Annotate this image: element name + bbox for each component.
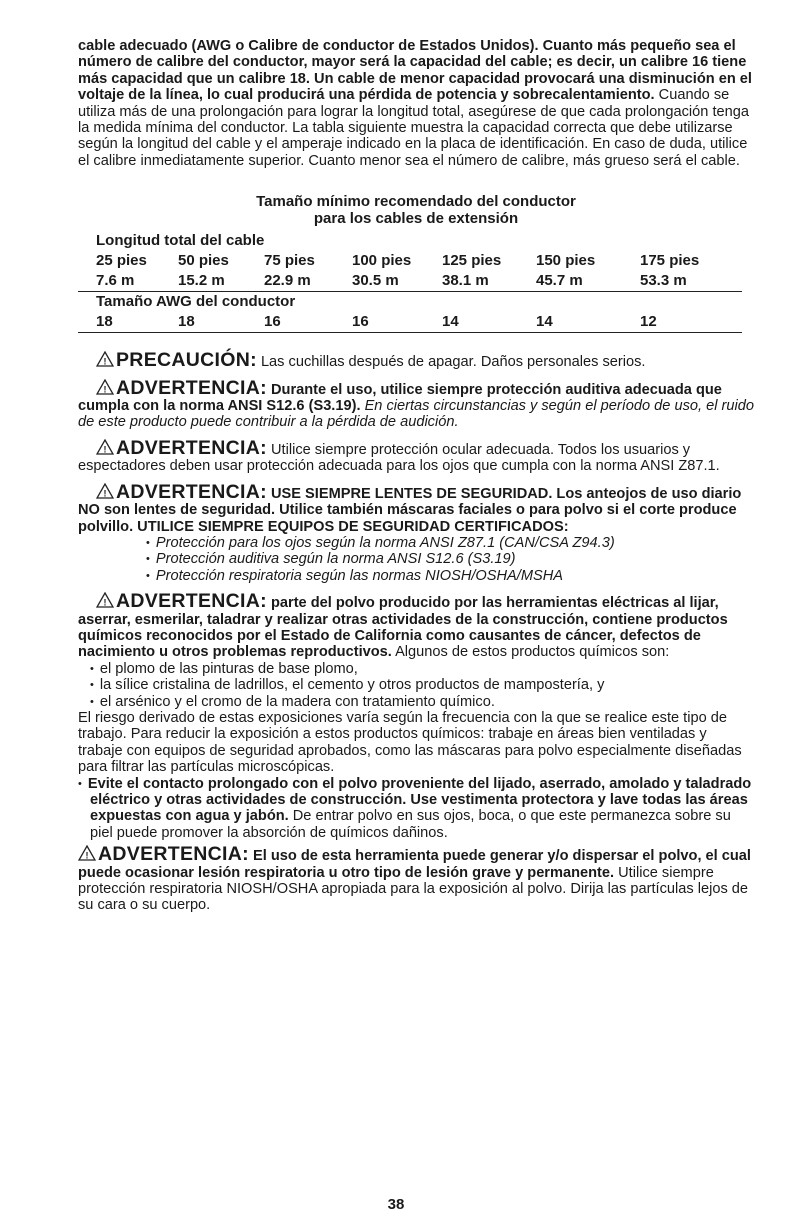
cell: 18 [96,313,113,331]
warning-triangle-icon [96,379,114,395]
dust-heading: ADVERTENCIA: [116,590,267,613]
cell: 75 pies [264,252,315,270]
dust-text: Algunos de estos productos químicos son: [391,644,670,661]
avoid-contact-item [78,776,754,842]
intro-text: Cuando se utiliza más de una prolongación para lograr la longitud total, asegúrese de que cada prolongación tenga la medida mínima del conductor. La tabla siguiente muestra la capacidad correcta que debe utilizarse según la longitud del cable y el amperaje indicado en la placa de identificación. En caso de duda, utilice el calibre inmediatamente superior. Cuanto menor sea el número de calibre, más grueso será el cable. [78,87,749,169]
eye-text: Utilice siempre protección ocular adecuada. Todos los usuarios y espectadores deben usar protección adecuada para los ojos que cumpla con la norma ANSI Z87.1. [78,441,720,475]
glasses-bold: USE SIEMPRE LENTES DE SEGURIDAD. Los anteojos de uso diario NO son lentes de seguridad. Utilice también máscaras faciales o para polvo si el corte produce polvillo. UTILICE SIEMPRE EQUIPOS DE SEGURIDAD CERTIFICADOS: [78,485,742,535]
cell: 25 pies [96,252,147,270]
cell: 7.6 m [96,272,135,290]
table-title-line2: para los cables de extensión [313,210,519,228]
conductor-size-table [96,193,736,333]
avoid-text: De entrar polvo en sus ojos, boca, o que este permanezca sobre su piel puede promover la absorción de químicos dañinos. [90,808,731,841]
list-item: • Protección respiratoria según las normas NIOSH/OSHA/MSHA [146,568,754,584]
svg-text:!: ! [103,384,107,395]
cell: 12 [640,313,657,331]
cell: 30.5 m [352,272,399,290]
cell: 16 [352,313,369,331]
intro-bold: cable adecuado (AWG o Calibre de conductor de Estados Unidos). Cuanto más pequeño sea el número de calibre del conductor, mayor será la capacidad del cable; es decir, un calibre 16 tiene más capacidad que un calibre 18. Un cable de menor capacidad provocará una disminución en el voltaje de la línea, lo cual producirá una pérdida de potencia y sobrecalentamiento. [78,38,752,104]
certified-equipment-list [78,535,754,584]
respiratory-bold: El uso de esta herramienta puede generar y/o dispersar el polvo, el cual puede ocasionar lesión respiratoria u otro tipo de lesión grave y permanente. [78,848,751,881]
awg-row [96,312,736,332]
table-bottom-rule [78,332,742,333]
list-item: • la sílice cristalina de ladrillos, el cemento y otros productos de mampostería, y [90,677,754,693]
meters-row [96,271,736,291]
cell: 14 [536,313,553,331]
table-title [96,193,736,227]
dust-bold: parte del polvo producido por las herramientas eléctricas al lijar, aserrar, esmerilar, taladrar y realizar otras actividades de la construcción, contiene productos químicos reconocidos por el Estado de California como causantes de cáncer, defectos de nacimiento u otros problemas reproductivos. [78,595,728,661]
cell: 22.9 m [264,272,311,290]
length-header: Longitud total del cable [96,232,265,250]
cell: 14 [442,313,459,331]
svg-text:!: ! [103,488,107,499]
cell: 125 pies [442,252,502,270]
svg-text:!: ! [103,444,107,455]
list-item: • Protección auditiva según la norma ANSI S12.6 (S3.19) [146,551,754,567]
respiratory-warning [78,845,754,914]
cell: 38.1 m [442,272,489,290]
list-item: • el arsénico y el cromo de la madera con tratamiento químico. [90,694,754,710]
eye-heading: ADVERTENCIA: [116,436,267,459]
cell: 18 [178,313,195,331]
list-item: • el plomo de las pinturas de base plomo, [90,661,754,677]
avoid-bold: Evite el contacto prolongado con el polvo proveniente del lijado, aserrado, amolado y taladrado eléctrico y otras actividades de construcción. Use vestimenta protectora y lave todas las áreas expuestas con agua y jabón. [87,775,752,825]
hearing-heading: ADVERTENCIA: [116,376,267,399]
respiratory-heading: ADVERTENCIA: [98,843,249,866]
cell: 50 pies [178,252,229,270]
svg-text:!: ! [103,356,107,367]
page-number: 38 [387,1196,405,1213]
hearing-italic: En ciertas circunstancias y según el período de uso, el ruido de este producto puede contribuir a la pérdida de audición. [78,398,754,431]
warning-triangle-icon [78,845,96,861]
respiratory-text: Utilice siempre protección respiratoria NIOSH/OSHA apropiada para la exposición al polvo. Dirija las partículas lejos de su cara o su cuerpo. [78,864,749,914]
cell: 100 pies [352,252,412,270]
page-content [78,38,754,914]
svg-text:!: ! [85,850,89,861]
cell: 53.3 m [640,272,687,290]
cell: 45.7 m [536,272,583,290]
list-item: • Protección para los ojos según la norma ANSI Z87.1 (CAN/CSA Z94.3) [146,535,754,551]
warning-triangle-icon [96,351,114,367]
dust-risk-text: El riesgo derivado de estas exposiciones varía según la frecuencia con la que se realice este tipo de trabajo. Para reducir la exposición a estos productos químicos: trabaje en áreas bien ventiladas y trabaje con equipos de seguridad aprobados, como las máscaras para polvo especialmente diseñadas para filtrar las partículas microscópicas. [78,709,742,776]
awg-header: Tamaño AWG del conductor [96,293,296,311]
svg-text:!: ! [103,597,107,608]
glasses-warning [78,480,754,584]
glasses-heading: ADVERTENCIA: [116,480,267,503]
table-title-line1: Tamaño mínimo recomendado del conductor [256,193,576,211]
cell: 16 [264,313,281,331]
feet-row [96,251,736,271]
extension-cord-intro [78,38,754,169]
dust-warning [78,592,754,841]
warning-triangle-icon [96,592,114,608]
hearing-warning [78,376,754,431]
caution-heading: PRECAUCIÓN: [116,349,257,372]
caution-text: Las cuchillas después de apagar. Daños personales serios. [256,354,646,371]
caution-block [78,351,754,370]
chemicals-list [78,661,754,710]
hearing-bold: Durante el uso, utilice siempre protección auditiva adecuada que cumpla con la norma ANSI S12.6 (S3.19). [78,381,722,415]
cell: 15.2 m [178,272,225,290]
warning-triangle-icon [96,483,114,499]
eye-warning [78,436,754,475]
warning-triangle-icon [96,439,114,455]
cell: 175 pies [640,252,700,270]
cell: 150 pies [536,252,596,270]
